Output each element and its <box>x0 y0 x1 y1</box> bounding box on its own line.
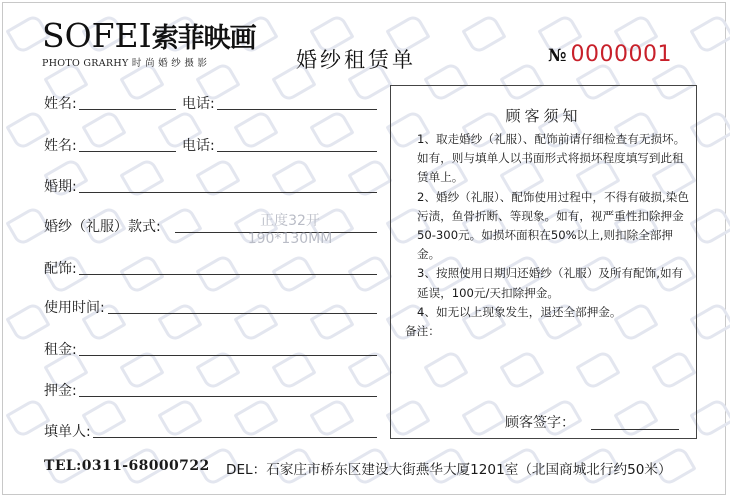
serial-prefix: № <box>548 46 567 66</box>
size-note <box>230 212 350 248</box>
footer-tel: TEL:0311-68000722 <box>44 458 210 474</box>
notice-rule-3: 3、按照使用日期归还婚纱（礼服）及所有配饰,如有延误，100元/天扣除押金。 <box>417 266 684 300</box>
rent-field[interactable] <box>79 355 377 356</box>
deposit-label: 押金: <box>44 383 77 399</box>
name-label-2: 姓名: <box>44 138 77 154</box>
notice-rule-1: 1、取走婚纱（礼服）、配饰前请仔细检查有无损坏。如有，则与填单人以书面形式将损坏程度填写到此租赁单上。 <box>417 132 686 185</box>
signature-label: 顾客签字： <box>505 415 575 431</box>
size-format: 正度32开 <box>260 213 320 229</box>
remark-label: 备注： <box>405 324 440 338</box>
phone-field-1[interactable] <box>217 109 377 110</box>
brand-name-cn: 索菲映画 <box>151 23 256 54</box>
notice-rules <box>405 130 690 322</box>
customer-notice-box <box>390 85 697 439</box>
accessories-field[interactable] <box>79 274 377 275</box>
name-field-1[interactable] <box>79 109 176 110</box>
dress-style-label: 婚纱（礼服）款式: <box>44 219 161 235</box>
name-field-2[interactable] <box>79 151 176 152</box>
notice-rule-4: 4、如无以上现象发生，退还全部押金。 <box>417 304 622 319</box>
usage-time-label: 使用时间: <box>44 300 105 316</box>
brand-name-en: SOFEI <box>42 16 152 55</box>
wedding-date-label: 婚期: <box>44 179 77 195</box>
footer-address: DEL：石家庄市桥东区建设大街燕华大厦1201室（北国商城北行约50米） <box>226 462 672 478</box>
phone-field-2[interactable] <box>217 151 377 152</box>
serial-value: 0000001 <box>570 42 672 67</box>
deposit-field[interactable] <box>79 396 377 397</box>
notice-title: 顾客须知 <box>505 107 582 125</box>
filled-by-field[interactable] <box>93 437 377 438</box>
phone-label-2: 电话: <box>182 138 215 154</box>
serial-number <box>548 42 672 67</box>
usage-time-field[interactable] <box>108 313 377 314</box>
accessories-label: 配饰: <box>44 261 77 277</box>
phone-label-1: 电话: <box>182 96 215 112</box>
filled-by-label: 填单人: <box>44 424 91 440</box>
brand-tagline: PHOTO GRARHY 时 尚 婚 纱 摄 影 <box>42 58 208 69</box>
form-title: 婚纱租赁单 <box>296 48 416 72</box>
rent-label: 租金: <box>44 342 77 358</box>
name-label-1: 姓名: <box>44 96 77 112</box>
wedding-date-field[interactable] <box>79 192 377 193</box>
size-dimensions: 190*130MM <box>247 231 333 247</box>
notice-rule-2: 2、婚纱（礼服）、配饰使用过程中，不得有破损,染色污渍，鱼骨折断、等现象。如有，视严重性扣除押金50-300元。如损坏面积在50%以上,则扣除全部押金。 <box>417 189 689 262</box>
brand-logo <box>42 18 267 69</box>
signature-field[interactable] <box>591 429 679 430</box>
